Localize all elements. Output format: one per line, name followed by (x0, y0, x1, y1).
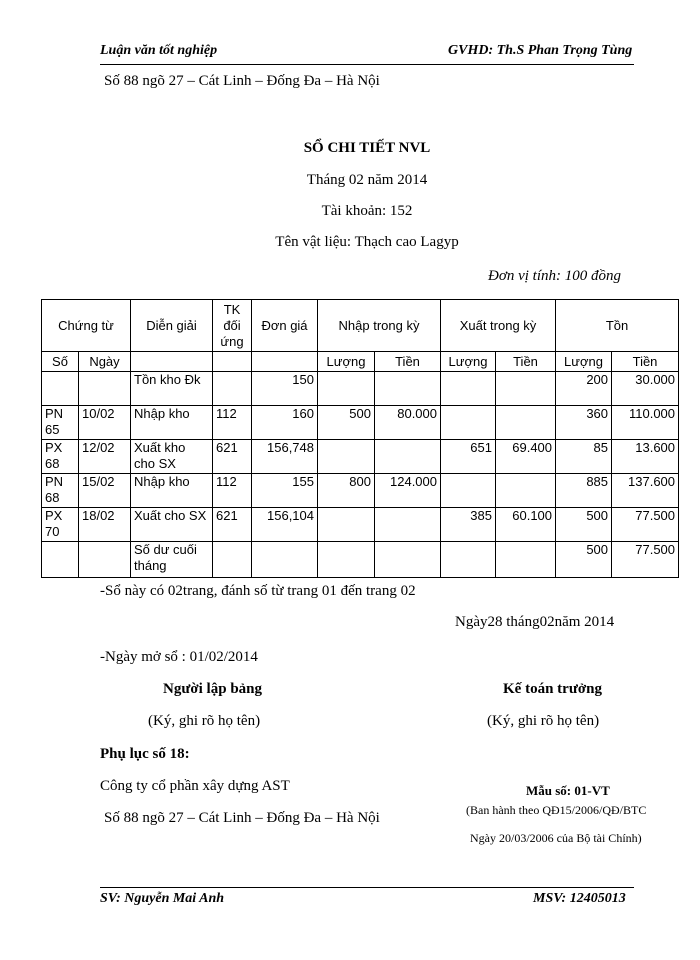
col-no: Số (42, 352, 79, 372)
description-cell: Xuất cho SX (131, 508, 213, 542)
description-cell: Số dư cuối tháng (131, 542, 213, 578)
table-row (42, 372, 679, 406)
col-balance: Tồn (556, 300, 679, 352)
description-cell: Nhập kho (131, 474, 213, 508)
col-balance-amount: Tiền (612, 352, 679, 372)
col-received-amount: Tiền (375, 352, 441, 372)
col-received: Nhập trong kỳ (318, 300, 441, 352)
open-date: -Ngày mở sổ : 01/02/2014 (100, 649, 258, 665)
received-qty-cell (318, 508, 375, 542)
issued-qty-cell: 651 (441, 440, 496, 474)
voucher-no-cell (42, 372, 79, 406)
received-amount-cell (375, 440, 441, 474)
ledger-title: SỔ CHI TIẾT NVL (303, 140, 431, 156)
issued-amount-cell: 69.400 (496, 440, 556, 474)
signing-date: Ngày28 tháng02năm 2014 (455, 614, 615, 630)
company-name: Công ty cổ phần xây dựng AST (100, 778, 290, 794)
table-row (42, 542, 679, 578)
contra-account-cell: 112 (213, 406, 252, 440)
balance-qty-cell: 885 (556, 474, 612, 508)
issued-amount-cell (496, 406, 556, 440)
unit-price-cell: 150 (252, 372, 318, 406)
unit-of-measure: Đơn vị tính: 100 đồng (488, 268, 621, 284)
balance-amount-cell: 137.600 (612, 474, 679, 508)
balance-amount-cell: 13.600 (612, 440, 679, 474)
ledger-account: Tài khoản: 152 (321, 203, 413, 219)
balance-qty-cell: 500 (556, 542, 612, 578)
voucher-date-cell: 15/02 (79, 474, 131, 508)
col-unit-price: Đơn giá (252, 300, 318, 352)
issued-amount-cell (496, 372, 556, 406)
issued-amount-cell (496, 474, 556, 508)
table-row (42, 474, 679, 508)
description-cell: Tồn kho Đk (131, 372, 213, 406)
col-received-qty: Lượng (318, 352, 375, 372)
company-address-bottom: Số 88 ngõ 27 – Cát Linh – Đống Đa – Hà Nội (104, 810, 380, 826)
header-divider (100, 64, 634, 65)
header-thesis-label: Luận văn tốt nghiệp (100, 43, 218, 58)
balance-qty-cell: 500 (556, 508, 612, 542)
ledger-table (41, 299, 679, 578)
unit-price-cell: 156,104 (252, 508, 318, 542)
col-contra-account: TK đối ứng (213, 300, 252, 352)
col-date: Ngày (79, 352, 131, 372)
company-address-top: Số 88 ngõ 27 – Cát Linh – Đống Đa – Hà Nội (104, 73, 380, 89)
preparer-title: Người lập bảng (163, 681, 263, 697)
issued-amount-cell: 60.100 (496, 508, 556, 542)
received-amount-cell (375, 542, 441, 578)
preparer-sign-note: (Ký, ghi rõ họ tên) (148, 713, 261, 729)
table-row (42, 440, 679, 474)
ledger-month: Tháng 02 năm 2014 (306, 172, 428, 188)
balance-amount-cell: 77.500 (612, 542, 679, 578)
issued-qty-cell: 385 (441, 508, 496, 542)
balance-amount-cell: 77.500 (612, 508, 679, 542)
voucher-no-cell: PX 70 (42, 508, 79, 542)
appendix-label: Phụ lục số 18: (100, 746, 190, 762)
voucher-date-cell: 18/02 (79, 508, 131, 542)
col-voucher: Chứng từ (42, 300, 131, 352)
received-qty-cell: 800 (318, 474, 375, 508)
chief-accountant-sign-note: (Ký, ghi rõ họ tên) (487, 713, 600, 729)
description-cell: Xuất kho cho SX (131, 440, 213, 474)
received-qty-cell (318, 372, 375, 406)
form-issued-by: (Ban hành theo QĐ15/2006/QĐ/BTC (466, 803, 647, 817)
issued-amount-cell (496, 542, 556, 578)
received-qty-cell: 500 (318, 406, 375, 440)
issued-qty-cell (441, 474, 496, 508)
voucher-no-cell: PN 65 (42, 406, 79, 440)
unit-price-cell (252, 542, 318, 578)
received-amount-cell: 80.000 (375, 406, 441, 440)
table-header-row-1 (42, 300, 679, 352)
page-count-note: -Sổ này có 02trang, đánh số từ trang 01 đến trang 02 (100, 583, 416, 599)
voucher-date-cell (79, 542, 131, 578)
form-code: Mẫu số: 01-VT (526, 783, 610, 798)
balance-qty-cell: 200 (556, 372, 612, 406)
voucher-no-cell: PX 68 (42, 440, 79, 474)
col-balance-qty: Lượng (556, 352, 612, 372)
received-amount-cell: 124.000 (375, 474, 441, 508)
material-name: Tên vật liệu: Thạch cao Lagyp (275, 234, 459, 250)
unit-price-cell: 155 (252, 474, 318, 508)
balance-amount-cell: 30.000 (612, 372, 679, 406)
description-cell: Nhập kho (131, 406, 213, 440)
header-advisor: GVHD: Th.S Phan Trọng Tùng (448, 43, 633, 58)
balance-amount-cell: 110.000 (612, 406, 679, 440)
footer-student-name: SV: Nguyễn Mai Anh (100, 891, 225, 906)
table-row (42, 406, 679, 440)
unit-price-cell: 160 (252, 406, 318, 440)
contra-account-cell (213, 542, 252, 578)
form-issued-date: Ngày 20/03/2006 của Bộ tài Chính) (470, 831, 642, 845)
unit-price-cell: 156,748 (252, 440, 318, 474)
col-issued-qty: Lượng (441, 352, 496, 372)
voucher-no-cell (42, 542, 79, 578)
col-description: Diễn giải (131, 300, 213, 352)
col-issued-amount: Tiền (496, 352, 556, 372)
footer-divider (100, 887, 634, 888)
received-amount-cell (375, 372, 441, 406)
table-header-row-2 (42, 352, 679, 372)
col-issued: Xuất trong kỳ (441, 300, 556, 352)
voucher-no-cell: PN 68 (42, 474, 79, 508)
contra-account-cell: 621 (213, 440, 252, 474)
footer-student-id: MSV: 12405013 (533, 891, 626, 906)
balance-qty-cell: 85 (556, 440, 612, 474)
contra-account-cell: 621 (213, 508, 252, 542)
issued-qty-cell (441, 372, 496, 406)
balance-qty-cell: 360 (556, 406, 612, 440)
received-qty-cell (318, 542, 375, 578)
voucher-date-cell: 10/02 (79, 406, 131, 440)
voucher-date-cell (79, 372, 131, 406)
chief-accountant-title: Kế toán trưởng (503, 681, 602, 697)
received-qty-cell (318, 440, 375, 474)
issued-qty-cell (441, 542, 496, 578)
voucher-date-cell: 12/02 (79, 440, 131, 474)
contra-account-cell (213, 372, 252, 406)
contra-account-cell: 112 (213, 474, 252, 508)
table-row (42, 508, 679, 542)
issued-qty-cell (441, 406, 496, 440)
received-amount-cell (375, 508, 441, 542)
